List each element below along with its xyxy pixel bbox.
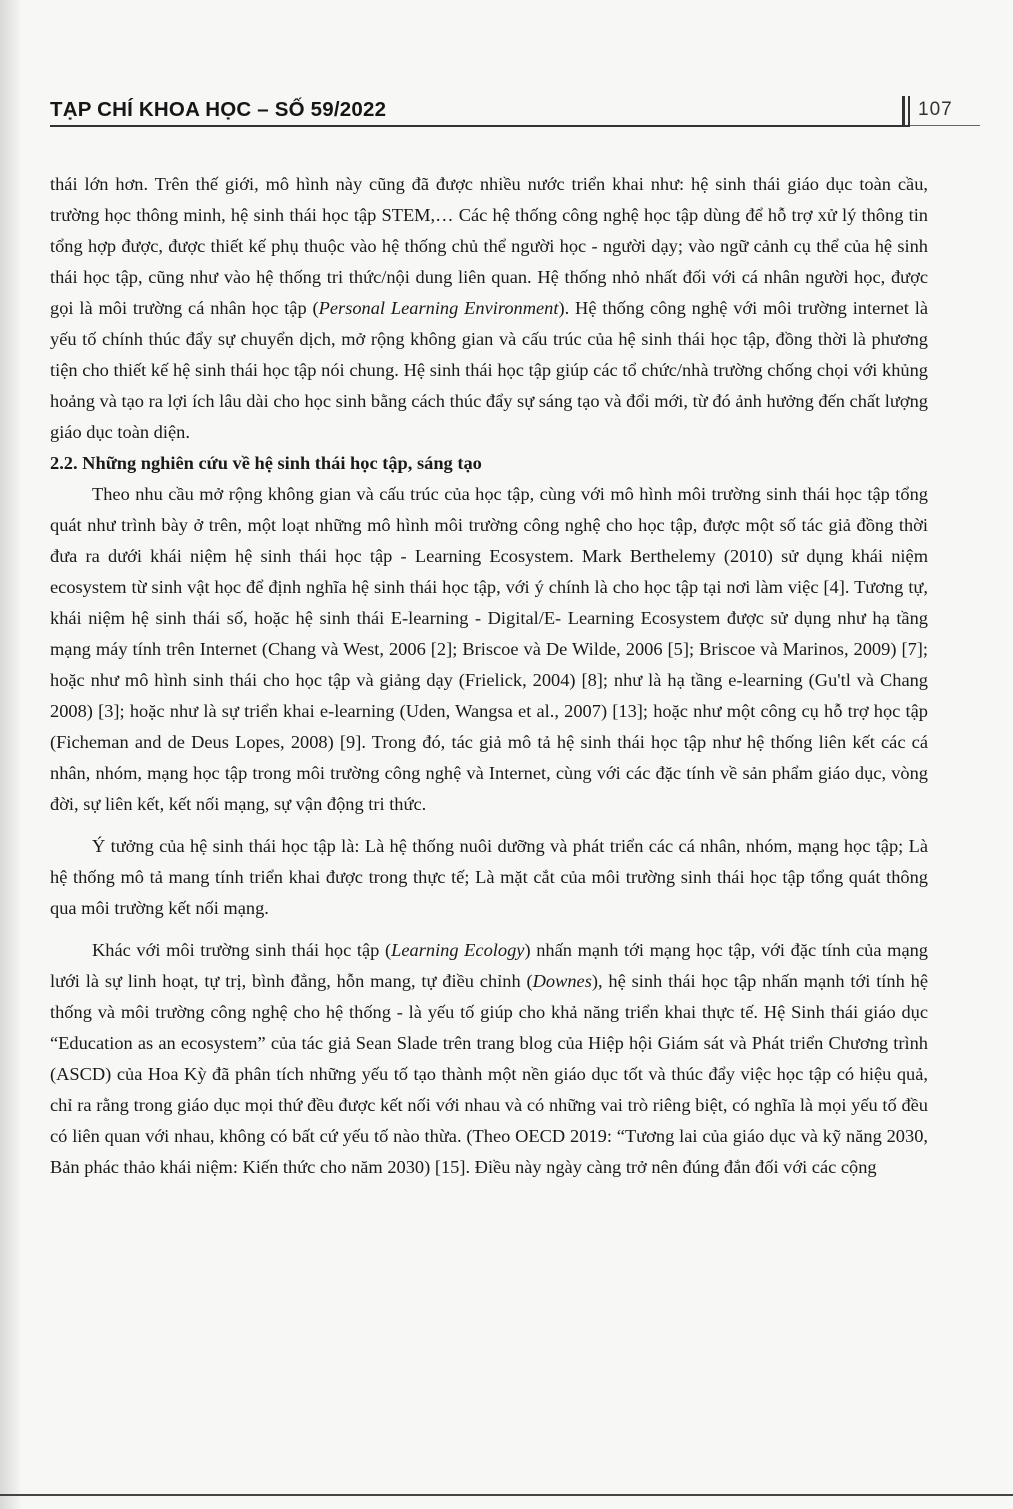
paragraph-text: thái lớn hơn. Trên thế giới, mô hình này cũng đã được nhiều nước triển khai như: hệ sinh thái giáo dục toàn cầu, trường học thông minh, hệ sinh thái học tập STEM,… Các hệ thống công nghệ học tập dùng để hỗ trợ xử lý thông tin tổng hợp được, được thiết kế phụ thuộc vào hệ thống chủ thể người học - người dạy; vào ngữ cảnh cụ thể của hệ sinh thái học tập, cũng như vào hệ thống tri thức/nội dung liên quan. Hệ thống nhỏ nhất đối với cá nhân người học, được gọi là môi trường cá nhân học tập (	[50, 174, 928, 318]
italic-term: Personal Learning Environment	[318, 298, 559, 318]
journal-title: TẠP CHÍ KHOA HỌC – SỐ 59/2022	[50, 98, 387, 121]
paragraph-text: ) nhấn mạnh tới mạng học tập, với đặc tính của mạng lưới là sự linh hoạt, tự trị, bình đẳng, hỗn mang, tự điều chỉnh (	[50, 940, 929, 991]
page-header	[50, 96, 953, 132]
paragraph	[50, 935, 928, 1183]
article-body	[50, 169, 928, 1183]
paragraph-text: Theo nhu cầu mở rộng không gian và cấu trúc của học tập, cùng với mô hình môi trường sinh thái học tập tổng quát như trình bày ở trên, một loạt những mô hình môi trường công nghệ cho học tập, được một số tác giả đồng thời đưa ra dưới khái niệm hệ sinh thái học tập - Learning Ecosystem. Mark Berthelemy (2010) sử dụng khái niệm ecosystem từ sinh vật học để định nghĩa hệ sinh thái học tập, với ý chính là cho học tập tại nơi làm việc [4]. Tương tự, khái niệm hệ sinh thái số, hoặc hệ sinh thái E-learning - Digital/E- Learning Ecosystem được sử dụng như hạ tầng mạng máy tính trên Internet (Chang và West, 2006 [2]; Briscoe và De Wilde, 2006 [5]; Briscoe và Marinos, 2009) [7]; hoặc như mô hình sinh thái cho học tập và giảng dạy (Frielick, 2004) [8]; như là hạ tầng e-learning (Gu'tl và Chang 2008) [3]; hoặc như là sự triển khai e-learning (Uden, Wangsa et al., 2007) [13]; hoặc như một công cụ hỗ trợ học tập (Ficheman and de Deus Lopes, 2008) [9]. Trong đó, tác giả mô tả hệ sinh thái học tập như hệ thống liên kết các cá nhân, nhóm, mạng học tập trong môi trường công nghệ và Internet, cùng với các đặc tính về sản phẩm giáo dục, vòng đời, sự liên kết, kết nối mạng, sự vận động tri thức.	[50, 484, 928, 814]
paragraph-text: ). Hệ thống công nghệ với môi trường internet là yếu tố chính thúc đẩy sự chuyển dịch, mở rộng không gian và cấu trúc của hệ sinh thái học tập, đồng thời là phương tiện cho thiết kế hệ sinh thái học tập nói chung. Hệ sinh thái học tập giúp các tổ chức/nhà trường chống chọi với khủng hoảng và tạo ra lợi ích lâu dài cho học sinh bằng cách thúc đẩy sự sáng tạo và đổi mới, từ đó ảnh hưởng đến chất lượng giáo dục toàn diện.	[50, 298, 928, 442]
scan-bottom-edge	[0, 1494, 1013, 1496]
paragraph-text: Khác với môi trường sinh thái học tập (	[92, 940, 392, 960]
paragraph	[50, 169, 928, 448]
paragraph-text: ), hệ sinh thái học tập nhấn mạnh tới tính hệ thống và môi trường công nghệ cho hệ thống - là yếu tố giúp cho khả năng triển khai thực tế. Hệ Sinh thái giáo dục “Education as an ecosystem” của tác giả Sean Slade trên trang blog của Hiệp hội Giám sát và Phát triển Chương trình (ASCD) của Hoa Kỳ đã phân tích những yếu tố tạo thành một nền giáo dục tốt và thúc đẩy việc học tập có hiệu quả, chỉ ra rằng trong giáo dục mọi thứ đều được kết nối với nhau và có những vai trò riêng biệt, có nghĩa là mọi yếu tố đều có liên quan với nhau, không có bất cứ yếu tố nào thừa. (Theo OECD 2019: “Tương lai của giáo dục và kỹ năng 2030, Bản phác thảo khái niệm: Kiến thức cho năm 2030) [15]. Điều này ngày càng trở nên đúng đắn đối với các cộng	[50, 971, 928, 1177]
italic-term: Downes	[532, 971, 592, 991]
header-divider-bar	[902, 96, 905, 127]
scan-edge-shadow	[0, 0, 22, 1509]
section-heading: 2.2. Những nghiên cứu về hệ sinh thái học tập, sáng tạo	[50, 453, 482, 473]
header-divider-bar	[908, 96, 910, 127]
paragraph	[50, 479, 928, 820]
italic-term: Learning Ecology	[391, 940, 525, 960]
paragraph	[50, 831, 928, 924]
page-number-rule	[910, 125, 980, 126]
page-number: 107	[918, 99, 953, 120]
header-rule	[50, 125, 908, 127]
paragraph-text: Ý tưởng của hệ sinh thái học tập là: Là hệ thống nuôi dưỡng và phát triển các cá nhân, nhóm, mạng học tập; Là hệ thống mô tả mang tính triển khai được trong thực tế; Là mặt cắt của môi trường sinh thái học tập tổng quát thông qua môi trường kết nối mạng.	[50, 836, 928, 918]
